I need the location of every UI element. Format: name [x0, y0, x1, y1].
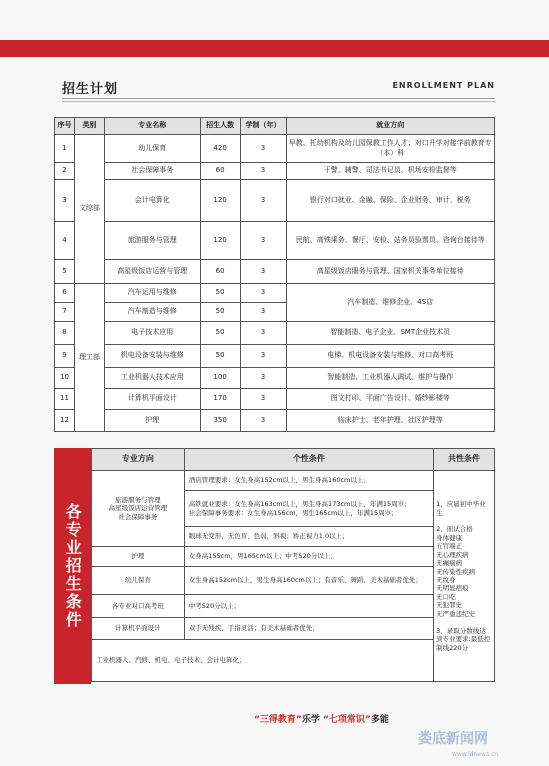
title-divider-2 — [62, 101, 495, 102]
cell-major: 计算机平面设计 — [104, 389, 200, 410]
cell-career: 干警、辅警、司法书记员、机场安检监督等 — [286, 163, 495, 180]
cell-career: 图文打印、平面广告设计、婚纱影楼等 — [286, 389, 495, 410]
cell-no: 1 — [55, 135, 75, 163]
cell-count: 170 — [200, 389, 240, 410]
cell-req: 双手无残疾，手指灵活；有美术基础者优先； — [184, 618, 433, 640]
cell-no: 8 — [55, 322, 75, 345]
cell-years: 3 — [240, 260, 286, 284]
cell-major: 会计电算化 — [104, 180, 200, 222]
cell-no: 9 — [55, 345, 75, 368]
cell-career: 汽车制造、维修企业、4S店 — [286, 284, 495, 322]
cell-career: 智能制造、工业机器人调试、维护与操作 — [286, 368, 495, 389]
footer-slogan-part2: 乐学 — [301, 715, 320, 725]
conditions-table — [91, 448, 495, 682]
table-row — [55, 284, 495, 303]
cell-major: 计算机平面设计 — [92, 618, 185, 640]
cond-header-individual: 个性条件 — [184, 449, 433, 471]
top-red-bar — [0, 40, 549, 57]
cell-major: 机电设备安装与维修 — [104, 345, 200, 368]
cell-count: 50 — [200, 345, 240, 368]
col-header-count: 招生人数 — [200, 118, 240, 135]
cell-count: 50 — [200, 303, 240, 322]
cell-no: 10 — [55, 368, 75, 389]
cell-count: 50 — [200, 284, 240, 303]
cell-count: 60 — [200, 163, 240, 180]
cell-years: 3 — [240, 284, 286, 303]
cell-no: 6 — [55, 284, 75, 303]
cell-major: 汽车制造与维修 — [104, 303, 200, 322]
cell-career: 银行对口就业、金融、保险、企业财务、审计、税务 — [286, 180, 495, 222]
cell-count: 120 — [200, 180, 240, 222]
table-row — [55, 322, 495, 345]
cell-other-majors: 工业机器人、汽修、机电、电子技术、会计电算化； — [92, 640, 434, 682]
col-header-years: 学制（年） — [240, 118, 286, 135]
cell-count: 420 — [200, 135, 240, 163]
cell-major: 护理 — [92, 547, 185, 567]
table-row — [55, 389, 495, 410]
cell-major: 工业机器人技术应用 — [104, 368, 200, 389]
cell-req: 女生身高152cm以上，男生身高160cm以上；有音乐、舞蹈、美术基础者优先； — [184, 567, 433, 595]
table-row — [55, 222, 495, 260]
cell-major: 电子技术应用 — [104, 322, 200, 345]
cell-count: 100 — [200, 368, 240, 389]
cell-major: 幼儿保育 — [104, 135, 200, 163]
cell-major: 护理 — [104, 410, 200, 432]
cell-count: 350 — [200, 410, 240, 432]
watermark-logo: 娄底新闻网 — [418, 731, 488, 747]
col-header-no: 序号 — [55, 118, 75, 135]
table-row — [92, 471, 495, 491]
footer-slogan-part3: “七项常识” — [323, 715, 371, 725]
table-row — [55, 368, 495, 389]
footer-slogan-part4: 多能 — [370, 715, 389, 725]
page-title-en: ENROLLMENT PLAN — [392, 81, 495, 90]
cell-req: 女身高155cm，男165cm以上；中考520分以上； — [184, 547, 433, 567]
cell-years: 3 — [240, 163, 286, 180]
cell-req: 中考520分以上； — [184, 595, 433, 618]
cell-major-group: 旅游服务与管理 高星级饭店运营管理 社会保障事务 — [92, 471, 185, 547]
cell-years: 3 — [240, 410, 286, 432]
cell-major: 旅游服务与管理 — [104, 222, 200, 260]
cell-no: 11 — [55, 389, 75, 410]
cell-count: 50 — [200, 322, 240, 345]
cell-years: 3 — [240, 322, 286, 345]
table-row — [55, 180, 495, 222]
cell-category: 理工部 — [74, 284, 104, 432]
table-row — [55, 345, 495, 368]
cell-years: 3 — [240, 180, 286, 222]
watermark-url: www.ldnews.cn — [452, 751, 499, 758]
table-row — [55, 163, 495, 180]
cell-common-conditions: 1、应届初中毕业生 2、面试合格 身体健康 五官端正 无心理疾病 无癫痫病 无传染性疾病 无纹身 无明显疤痕 无口吃 无犯罪史 无严重违纪史 3、录取分数线达到专业要求;最低控制线220分 — [434, 471, 495, 682]
cell-years: 3 — [240, 222, 286, 260]
col-header-major: 专业名称 — [104, 118, 200, 135]
cell-career: 临床护士、老年护理、社区护理等 — [286, 410, 495, 432]
cell-count: 120 — [200, 222, 240, 260]
cell-years: 3 — [240, 303, 286, 322]
footer-slogan-part1: “三得教育” — [254, 715, 302, 725]
cell-career: 智能制造、电子企业、SMT企业技术员 — [286, 322, 495, 345]
cell-career: 电梯、机电设备安装与维修、对口高考班 — [286, 345, 495, 368]
cond-header-common: 共性条件 — [434, 449, 495, 471]
cell-no: 3 — [55, 180, 75, 222]
col-header-category: 类别 — [74, 118, 104, 135]
enrollment-plan-table — [54, 117, 495, 432]
cell-major: 社会保障事务 — [104, 163, 200, 180]
cell-category: 文综部 — [74, 135, 104, 284]
footer-slogan — [254, 712, 389, 725]
cell-years: 3 — [240, 135, 286, 163]
admission-conditions-section — [54, 448, 495, 684]
cell-major: 各专业对口高考班 — [92, 595, 185, 618]
cond-header-major: 专业方向 — [92, 449, 185, 471]
cell-career: 早教、托幼机构及幼儿园保教工作人才；对口升学对接学前教育专（本）科 — [286, 135, 495, 163]
cell-career: 民航、高铁乘务、餐厅、安检、站务员验票员、咨询台接待等 — [286, 222, 495, 260]
table-row — [55, 260, 495, 284]
conditions-side-title-wrap — [54, 448, 91, 684]
cell-no: 12 — [55, 410, 75, 432]
cell-no: 2 — [55, 163, 75, 180]
cell-years: 3 — [240, 345, 286, 368]
cell-major: 高星级饭店运营与管理 — [104, 260, 200, 284]
cell-years: 3 — [240, 368, 286, 389]
col-header-career: 就业方向 — [286, 118, 495, 135]
cell-major: 汽车运用与维修 — [104, 284, 200, 303]
conditions-side-title: 各专业招生条件 — [63, 503, 83, 629]
cell-no: 7 — [55, 303, 75, 322]
cell-no: 5 — [55, 260, 75, 284]
title-divider — [62, 98, 495, 99]
cell-years: 3 — [240, 389, 286, 410]
table-row — [55, 135, 495, 163]
cell-req: 酒店管理要求：女生身高152cm以上，男生身高160cm以上； — [184, 471, 433, 491]
table-row — [55, 410, 495, 432]
cell-major: 幼儿保育 — [92, 567, 185, 595]
cell-career: 高星级饭店服务与管理、国家机关事务单位接待 — [286, 260, 495, 284]
cell-no: 4 — [55, 222, 75, 260]
cell-count: 60 — [200, 260, 240, 284]
cell-req: 高铁就业要求：女生身高163cm以上，男生身高173cm以上，年满15周岁； 社会保障事务要求：女生身高156cm，男生165cm以上，年满15周岁； — [184, 491, 433, 527]
page-title: 招生计划 — [62, 82, 119, 97]
cell-req: 眼球无变形，无色盲，色弱，斜视；矫正视力1.0以上； — [184, 527, 433, 547]
